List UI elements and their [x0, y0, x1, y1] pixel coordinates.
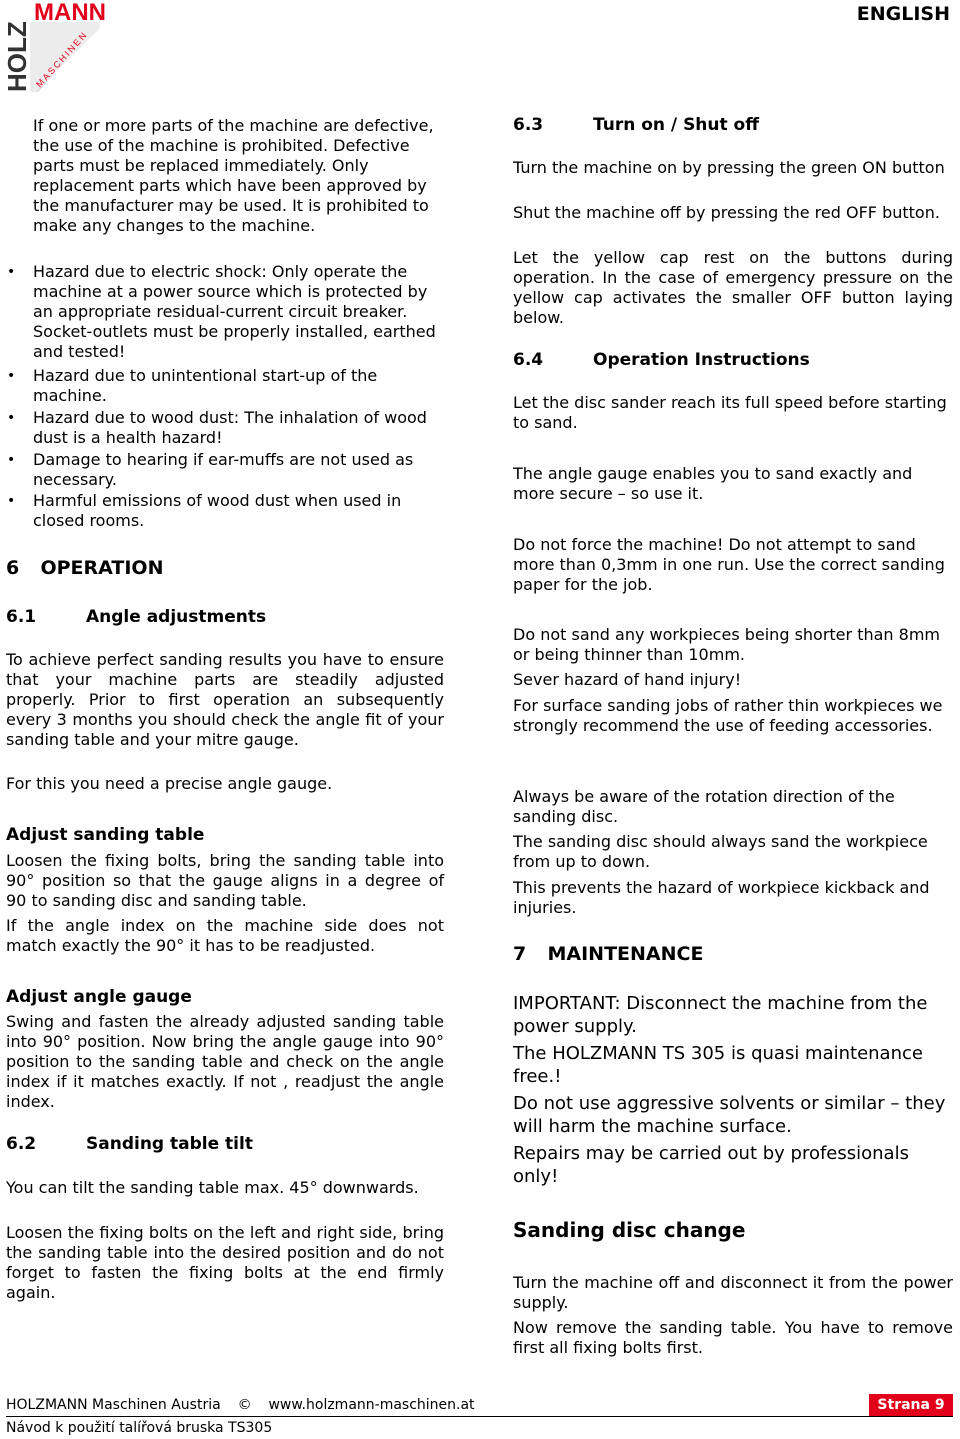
table-tilt-paragraph: You can tilt the sanding table max. 45° downwards. [6, 1178, 419, 1197]
section-6-1-number: 6.1 [6, 607, 37, 627]
adjust-table-heading: Adjust sanding table [6, 825, 205, 845]
disconnect-warning: IMPORTANT: Disconnect the machine from the power supply. [513, 993, 928, 1037]
rotation-direction-paragraph: Always be aware of the rotation direction of the sanding disc. [513, 787, 895, 826]
section-6-4-title: Operation Instructions [593, 350, 810, 370]
page-number-badge: Strana 9 [869, 1394, 953, 1416]
section-7-heading [513, 944, 703, 964]
section-6-2-title: Sanding table tilt [86, 1134, 253, 1154]
section-6-3-title: Turn on / Shut off [593, 115, 760, 135]
adjust-gauge-paragraph: Swing and fasten the already adjusted sanding table into 90° position. Now bring the angle gauge into 90° position to the sanding table and check on the angle index if it matches exactly. If not , readjust the angle index. [6, 1012, 444, 1111]
turn-on-paragraph: Turn the machine on by pressing the green ON button [513, 158, 945, 177]
solvents-warning: Do not use aggressive solvents or similar – they will harm the machine surface. [513, 1093, 946, 1137]
footer-website-link[interactable]: www.holzmann-maschinen.at [268, 1397, 475, 1413]
bullet-electric-shock: • Hazard due to electric shock: Only operate the machine at a power source which is protected by an appropriate residual-current circuit breaker. Socket-outlets must be properly installed, earthed and tested! [33, 262, 443, 362]
section-6-heading [6, 558, 163, 578]
section-6-1-heading [6, 607, 266, 627]
angle-adjust-paragraph: To achieve perfect sanding results you have to ensure that your machine parts are steadily adjusted properly. Prior to first operation an subsequently every 3 months you should check the angle fit of your sanding table and your mitre gauge. [6, 650, 444, 749]
section-7-number: 7 [513, 943, 527, 965]
workpiece-size-paragraph: Do not sand any workpieces being shorter than 8mm or being thinner than 10mm. [513, 625, 940, 664]
language-label: ENGLISH [856, 3, 950, 25]
sanding-disc-change-heading: Sanding disc change [513, 1218, 746, 1242]
section-6-title: OPERATION [40, 557, 164, 579]
feeding-accessories-paragraph: For surface sanding jobs of rather thin workpieces we strongly recommend the use of feeding accessories. [513, 696, 943, 735]
do-not-force-paragraph: Do not force the machine! Do not attempt to sand more than 0,3mm in one run. Use the correct sanding paper for the job. [513, 535, 945, 594]
repairs-note: Repairs may be carried out by professionals only! [513, 1143, 909, 1187]
footer-company-line [6, 1397, 475, 1413]
bullet-unintentional-startup: • Hazard due to unintentional start-up of the machine. [33, 366, 443, 406]
yellow-cap-paragraph: Let the yellow cap rest on the buttons during operation. In the case of emergency pressure on the yellow cap activates the smaller OFF button laying below. [513, 248, 953, 327]
kickback-paragraph: This prevents the hazard of workpiece kickback and injuries. [513, 878, 930, 917]
section-6-2-number: 6.2 [6, 1134, 37, 1154]
adjust-gauge-heading: Adjust angle gauge [6, 987, 192, 1007]
angle-gauge-paragraph: The angle gauge enables you to sand exactly and more secure – so use it. [513, 464, 913, 503]
disc-change-step-1: Turn the machine off and disconnect it from the power supply. [513, 1273, 953, 1312]
section-6-1-title: Angle adjustments [86, 607, 267, 627]
hand-injury-warning: Sever hazard of hand injury! [513, 670, 742, 689]
intro-paragraph: If one or more parts of the machine are defective, the use of the machine is prohibited. Defective parts must be replaced immediately. Only replacement parts which have been approved by the manufacturer may be used. It is prohibited to make any changes to the machine. [33, 116, 434, 235]
angle-gauge-need: For this you need a precise angle gauge. [6, 774, 333, 793]
maintenance-free-note: The HOLZMANN TS 305 is quasi maintenance free.! [513, 1043, 923, 1087]
adjust-table-paragraph: Loosen the fixing bolts, bring the sanding table into 90° position so that the gauge aligns in a degree of 90 to sanding disc and sanding table. [6, 851, 444, 910]
holzmann-logo [0, 0, 110, 100]
bullet-hearing: • Damage to hearing if ear-muffs are not used as necessary. [33, 450, 443, 490]
footer-manual-title: Návod k použití talířová bruska TS305 [6, 1420, 273, 1436]
disc-change-step-2: Now remove the sanding table. You have to remove first all fixing bolts first. [513, 1318, 953, 1357]
adjust-table-readjust: If the angle index on the machine side does not match exactly the 90° it has to be readjusted. [6, 916, 444, 955]
section-6-3-number: 6.3 [513, 115, 544, 135]
shut-off-paragraph: Shut the machine off by pressing the red OFF button. [513, 203, 940, 222]
copyright-icon: © [237, 1397, 252, 1413]
section-6-number: 6 [6, 557, 20, 579]
footer-divider [6, 1416, 953, 1417]
bullet-emissions: • Harmful emissions of wood dust when used in closed rooms. [33, 491, 443, 531]
section-7-title: MAINTENANCE [547, 943, 704, 965]
full-speed-paragraph: Let the disc sander reach its full speed before starting to sand. [513, 393, 947, 432]
table-tilt-instructions: Loosen the fixing bolts on the left and right side, bring the sanding table into the desired position and do not forget to fasten the fixing bolts at the end firmly again. [6, 1223, 444, 1302]
bullet-wood-dust: • Hazard due to wood dust: The inhalation of wood dust is a health hazard! [33, 408, 445, 448]
footer-company: HOLZMANN Maschinen Austria [6, 1397, 221, 1413]
section-6-2-heading [6, 1134, 253, 1154]
sand-direction-paragraph: The sanding disc should always sand the workpiece from up to down. [513, 832, 928, 871]
logo-brand-top: MANN [34, 0, 106, 26]
logo-brand-side: HOLZ [2, 21, 32, 92]
logo-brand-diag: MASCHINEN [34, 29, 90, 90]
section-6-4-heading [513, 350, 810, 370]
section-6-3-heading [513, 115, 759, 135]
section-6-4-number: 6.4 [513, 350, 544, 370]
